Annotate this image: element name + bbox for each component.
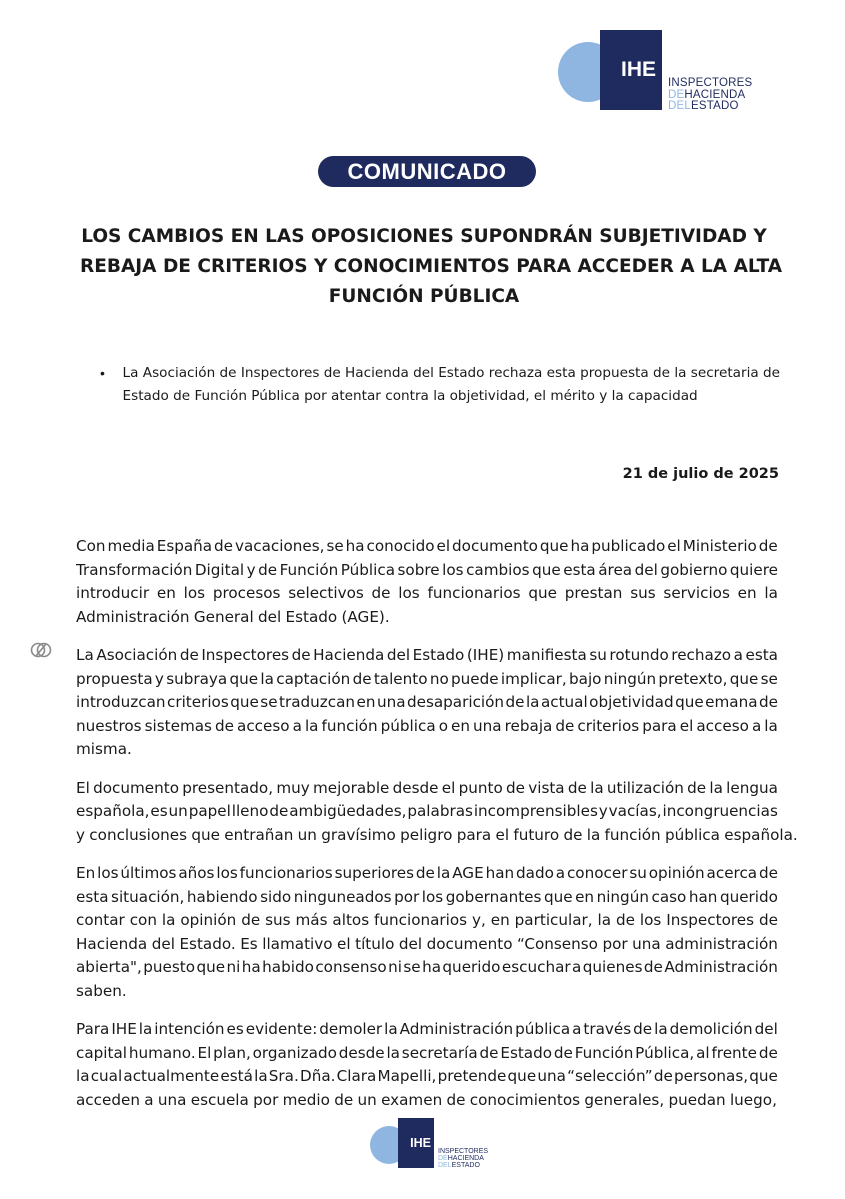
logo-wordmark bbox=[668, 78, 752, 113]
logo-wordmark bbox=[438, 1148, 488, 1169]
body-line: Con media España de vacaciones, se ha conocido el documento que ha publicado el Ministerio de bbox=[76, 537, 778, 555]
side-margin-icon bbox=[30, 641, 52, 659]
logo-mark-text: IHE bbox=[620, 58, 656, 81]
bullet-line: Estado de Función Pública por atentar contra la objetividad, el mérito y la capacidad bbox=[122, 388, 698, 404]
body-line: introduzcan criterios que se traduzcan en una desaparición de la actual objetividad que emana de bbox=[76, 693, 778, 711]
summary-bullet bbox=[100, 362, 780, 408]
headline bbox=[80, 222, 783, 312]
body-line: propuesta y subraya que la captación de talento no puede implicar, bajo ningún pretexto, que se bbox=[76, 669, 778, 688]
logo-line-2-prefix: DE bbox=[668, 88, 685, 101]
logo-line-3-prefix: DEL bbox=[438, 1162, 452, 1169]
headline-line: LOS CAMBIOS EN LAS OPOSICIONES SUPONDRÁN SUBJETIVIDAD Y bbox=[81, 226, 767, 247]
body-line: Para IHE la intención es evidente: demoler la Administración pública a través de la demolición del bbox=[76, 1020, 778, 1038]
body-line: En los últimos años los funcionarios superiores de la AGE han dado a conocer su opinión acerca de bbox=[76, 864, 778, 882]
body-line: nuestros sistemas de acceso a la función pública o en una rebaja de criterios para el acceso a la bbox=[76, 716, 778, 735]
comunicado-badge bbox=[318, 156, 536, 187]
logo-line-3: ESTADO bbox=[690, 100, 739, 112]
body-line: y conclusiones que entrañan un gravísimo peligro para el futuro de la función pública española. bbox=[76, 825, 798, 844]
logo-line-2: HACIENDA bbox=[684, 88, 746, 101]
logo-line-1: INSPECTORES bbox=[438, 1148, 489, 1155]
body-line: Administración General del Estado (AGE). bbox=[76, 607, 390, 626]
body-line: la cual actualmente está la Sra. Dña. Clara Mapelli, pretende que una “selección” de personas, que bbox=[76, 1067, 778, 1085]
headline-line: REBAJA DE CRITERIOS Y CONOCIMIENTOS PARA ACCEDER A LA ALTA bbox=[80, 256, 783, 277]
body-paragraph bbox=[76, 862, 778, 1003]
header-logo bbox=[556, 30, 756, 112]
body-line: misma. bbox=[76, 740, 132, 758]
footer-logo bbox=[368, 1118, 488, 1170]
body-line: acceden a una escuela por medio de un examen de conocimientos generales, puedan luego, bbox=[76, 1090, 777, 1109]
comunicado-badge-label: COMUNICADO bbox=[347, 158, 507, 184]
body-line: española, es un papel lleno de ambigüedades, palabras incomprensibles y vacías, incongruencias bbox=[76, 802, 778, 820]
body-line: contar con la opinión de sus más altos funcionarios y, en particular, la de los Inspectores de bbox=[76, 911, 778, 929]
bullet-icon: • bbox=[100, 365, 105, 381]
body-paragraph bbox=[76, 777, 798, 848]
logo-line-2-prefix: DE bbox=[438, 1155, 448, 1162]
logo-line-2: HACIENDA bbox=[447, 1155, 484, 1162]
logo-mark bbox=[600, 30, 662, 110]
body-line: saben. bbox=[76, 981, 127, 1000]
publication-date: 21 de julio de 2025 bbox=[622, 466, 779, 482]
logo-mark-text: IHE bbox=[410, 1136, 431, 1150]
body-line: abierta", puesto que ni ha habido consenso ni se ha querido escuchar a quienes de Administración bbox=[76, 958, 778, 976]
body-line: La Asociación de Inspectores de Hacienda del Estado (IHE) manifiesta su rotundo rechazo a esta bbox=[76, 646, 778, 664]
logo-mark bbox=[398, 1118, 434, 1168]
bullet-line: La Asociación de Inspectores de Hacienda del Estado rechaza esta propuesta de la secretaria de bbox=[122, 365, 780, 381]
body-line: capital humano. El plan, organizado desde la secretaría de Estado de Función Pública, al frente de bbox=[76, 1043, 778, 1062]
logo-line-1: INSPECTORES bbox=[668, 77, 753, 89]
body-paragraph bbox=[76, 644, 778, 762]
body-paragraph bbox=[76, 535, 778, 629]
logo-line-3: ESTADO bbox=[451, 1162, 480, 1169]
body-line: Hacienda del Estado. Es llamativo el título del documento “Consenso por una administración bbox=[76, 934, 778, 953]
body-line: El documento presentado, muy mejorable desde el punto de vista de la utilización de la lengua bbox=[76, 778, 778, 797]
headline-line: FUNCIÓN PÚBLICA bbox=[328, 286, 520, 307]
body-line: introducir en los procesos selectivos de los funcionarios que prestan sus servicios en la bbox=[76, 584, 778, 602]
body-line: esta situación, habiendo sido ninguneados por los gobernantes que en ningún caso han querido bbox=[76, 887, 778, 906]
body-paragraph bbox=[76, 1018, 778, 1112]
bullet-text bbox=[123, 362, 780, 408]
article-body bbox=[76, 535, 798, 1127]
body-line: Transformación Digital y de Función Pública sobre los cambios que esta área del gobierno quiere bbox=[76, 560, 778, 579]
logo-line-3-prefix: DEL bbox=[668, 100, 691, 112]
